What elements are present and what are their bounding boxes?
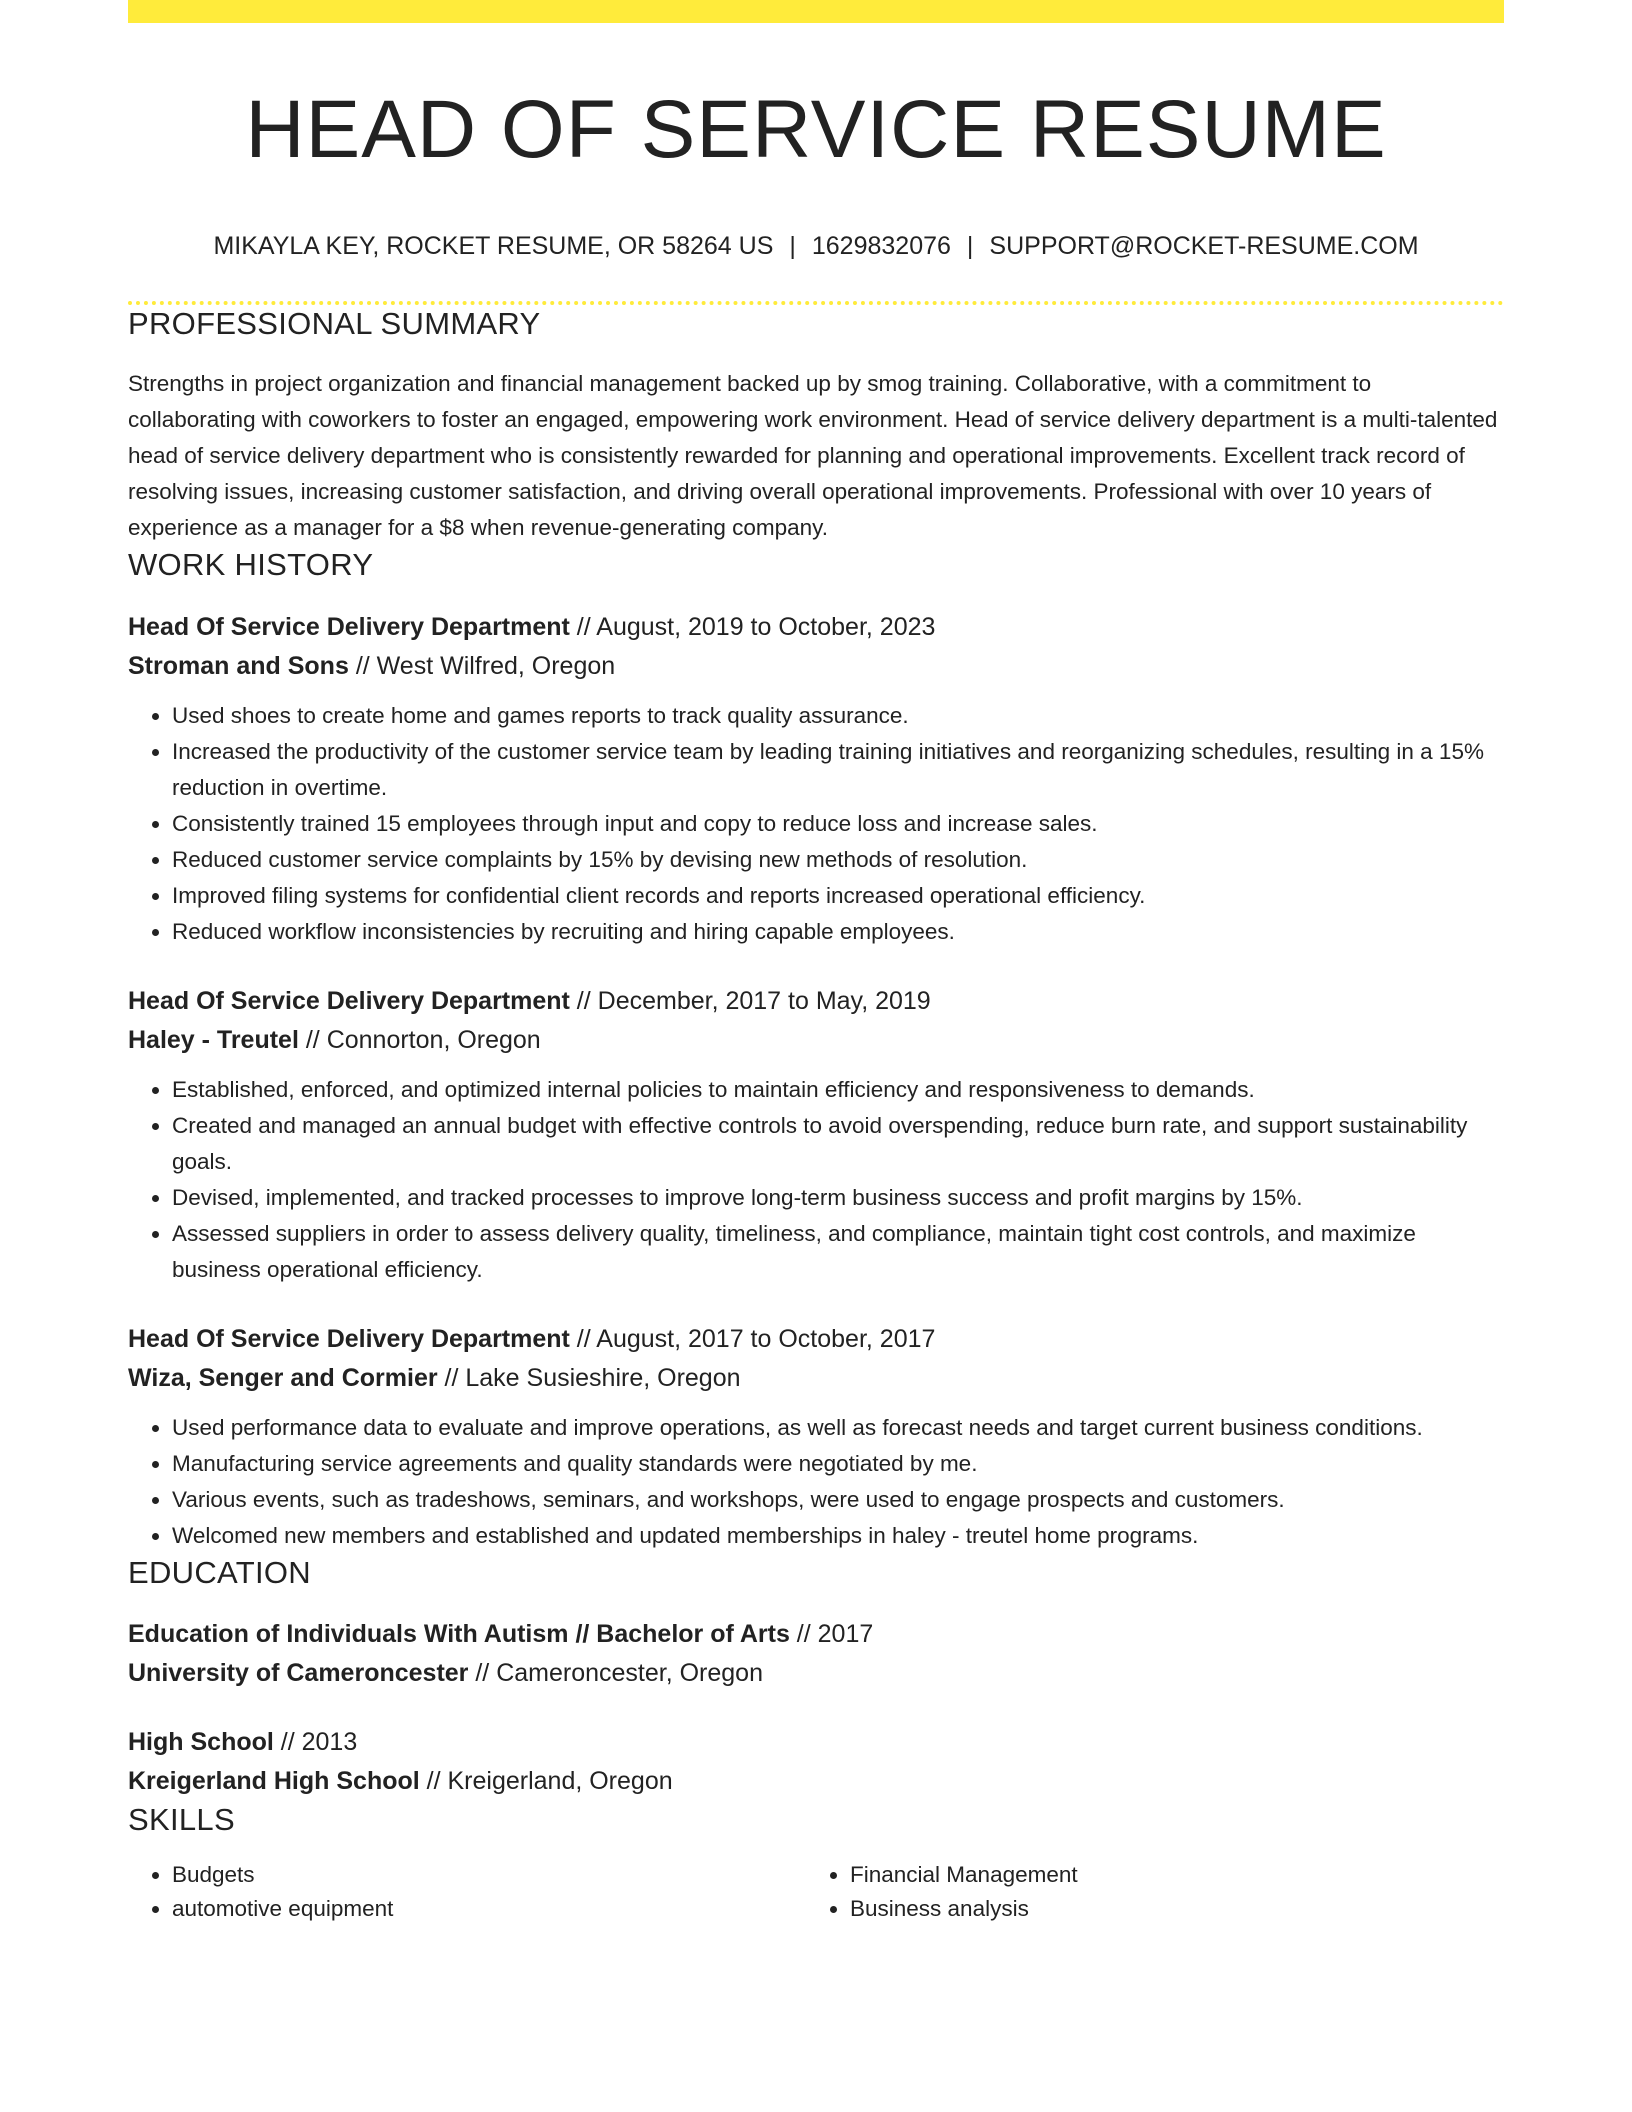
work-history-section <box>128 546 1504 1553</box>
job-entry <box>128 1320 1504 1554</box>
skill-item: • automotive equipment <box>172 1892 806 1926</box>
education-year: // 2017 <box>789 1619 874 1648</box>
job-bullet: • Reduced customer service complaints by 15% by devising new methods of resolution. <box>172 842 1504 878</box>
job-bullets <box>128 698 1504 950</box>
job-bullets <box>128 1410 1504 1554</box>
job-bullets <box>128 1072 1504 1288</box>
job-company: Stroman and Sons <box>128 651 349 680</box>
job-bullet: • Reduced workflow inconsistencies by recruiting and hiring capable employees. <box>172 914 1504 950</box>
job-dates: // August, 2017 to October, 2017 <box>569 1324 936 1353</box>
education-location: // Cameroncester, Oregon <box>468 1658 763 1687</box>
job-company-line <box>128 1021 1504 1060</box>
contact-separator: | <box>789 232 796 261</box>
education-section <box>128 1554 1504 1801</box>
summary-section <box>128 305 1504 546</box>
education-location: // Kreigerland, Oregon <box>419 1766 673 1795</box>
skill-item: • Financial Management <box>850 1858 1484 1892</box>
contact-line <box>128 231 1504 261</box>
section-heading-summary: PROFESSIONAL SUMMARY <box>128 306 541 342</box>
education-degree: Education of Individuals With Autism // Bachelor of Arts <box>128 1619 790 1648</box>
section-heading-skills: SKILLS <box>128 1801 235 1837</box>
job-bullet: • Manufacturing service agreements and quality standards were negotiated by me. <box>172 1446 1504 1482</box>
education-entry <box>128 1723 1504 1801</box>
education-entry <box>128 1615 1504 1693</box>
job-location: // Connorton, Oregon <box>298 1025 541 1054</box>
job-entry <box>128 608 1504 950</box>
education-school: Kreigerland High School <box>128 1766 420 1795</box>
contact-address: MIKAYLA KEY, ROCKET RESUME, OR 58264 US <box>213 232 774 261</box>
skills-section <box>128 1801 1504 1926</box>
job-bullet: • Established, enforced, and optimized internal policies to maintain efficiency and responsiveness to demands. <box>172 1072 1504 1108</box>
contact-email: SUPPORT@ROCKET-RESUME.COM <box>989 232 1419 261</box>
job-title-line <box>128 1320 1504 1359</box>
job-bullet: • Used shoes to create home and games reports to track quality assurance. <box>172 698 1504 734</box>
job-bullet: • Created and managed an annual budget with effective controls to avoid overspending, reduce burn rate, and support sustainability goals. <box>172 1108 1504 1180</box>
job-title: Head Of Service Delivery Department <box>128 1324 570 1353</box>
education-degree: High School <box>128 1727 274 1756</box>
resume-page <box>128 0 1504 1926</box>
contact-phone: 1629832076 <box>811 232 951 261</box>
skill-item: • Budgets <box>172 1858 806 1892</box>
job-bullet: • Various events, such as tradeshows, seminars, and workshops, were used to engage prospects and customers. <box>172 1482 1504 1518</box>
job-company: Wiza, Senger and Cormier <box>128 1363 438 1392</box>
contact-separator: | <box>966 232 974 261</box>
education-year: // 2013 <box>273 1727 358 1756</box>
job-dates: // December, 2017 to May, 2019 <box>569 986 931 1015</box>
skills-list-right <box>806 1858 1484 1926</box>
section-heading-work-history: WORK HISTORY <box>128 547 374 583</box>
job-dates: // August, 2019 to October, 2023 <box>569 612 936 641</box>
summary-text: Strengths in project organization and financial management backed up by smog training. Collaborative, with a commitment to collaborating with coworkers to foster an engaged, empowering work environment. Head of service delivery department is a multi-talented head of service delivery department who is consistently rewarded for planning and operational improvements. Excellent track record of resolving issues, increasing customer satisfaction, and driving overall operational improvements. Professional with over 10 years of experience as a manager for a $8 when revenue-generating company. <box>128 371 1498 541</box>
education-school-line <box>128 1762 1504 1801</box>
page-title: HEAD OF SERVICE RESUME <box>245 84 1387 175</box>
education-school: University of Cameroncester <box>128 1658 469 1687</box>
job-company-line <box>128 647 1504 686</box>
top-accent-bar <box>128 0 1504 23</box>
job-bullet: • Consistently trained 15 employees through input and copy to reduce loss and increase sales. <box>172 806 1504 842</box>
job-title: Head Of Service Delivery Department <box>128 986 570 1015</box>
job-title: Head Of Service Delivery Department <box>128 612 570 641</box>
job-title-line <box>128 608 1504 647</box>
job-bullet: • Improved filing systems for confidential client records and reports increased operational efficiency. <box>172 878 1504 914</box>
job-bullet: • Used performance data to evaluate and improve operations, as well as forecast needs and target current business conditions. <box>172 1410 1504 1446</box>
skills-list-left <box>128 1858 806 1926</box>
job-bullet: • Assessed suppliers in order to assess delivery quality, timeliness, and compliance, maintain tight cost controls, and maximize business operational efficiency. <box>172 1216 1504 1288</box>
education-degree-line <box>128 1723 1504 1762</box>
job-location: // Lake Susieshire, Oregon <box>437 1363 741 1392</box>
education-school-line <box>128 1654 1504 1693</box>
job-location: // West Wilfred, Oregon <box>348 651 616 680</box>
skills-columns <box>128 1858 1504 1926</box>
job-bullet: • Welcomed new members and established and updated memberships in haley - treutel home programs. <box>172 1518 1504 1554</box>
job-company: Haley - Treutel <box>128 1025 299 1054</box>
education-degree-line <box>128 1615 1504 1654</box>
job-company-line <box>128 1359 1504 1398</box>
job-bullet: • Increased the productivity of the customer service team by leading training initiatives and reorganizing schedules, resulting in a 15% reduction in overtime. <box>172 734 1504 806</box>
job-title-line <box>128 982 1504 1021</box>
section-heading-education: EDUCATION <box>128 1554 311 1590</box>
job-bullet: • Devised, implemented, and tracked processes to improve long-term business success and profit margins by 15%. <box>172 1180 1504 1216</box>
skill-item: • Business analysis <box>850 1892 1484 1926</box>
job-entry <box>128 982 1504 1288</box>
